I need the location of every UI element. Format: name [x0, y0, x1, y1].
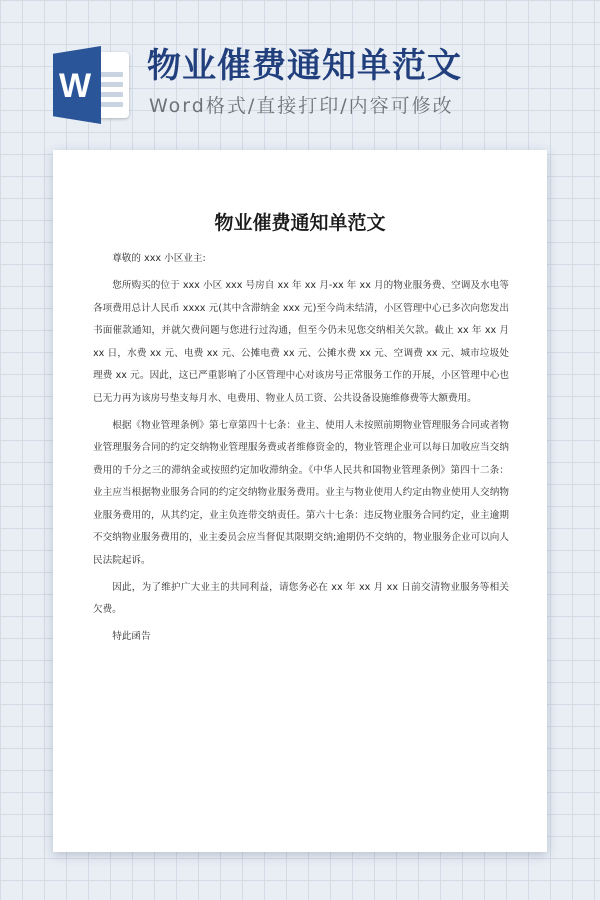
- document-page: [53, 150, 547, 852]
- page-subtitle: Word格式/直接打印/内容可修改: [149, 95, 454, 117]
- closing: 特此函告: [112, 631, 151, 642]
- word-logo-letter: W: [58, 67, 92, 105]
- body-paragraph: 根据《物业管理条例》第七章第四十七条：业主、使用人未按照前期物业管理服务合同或者物业管理服务合同的约定交纳物业管理服务费或者维修资金的，物业管理企业可以每日加收应当交纳费用的千分之三的滞纳金或按照约定加收滞纳金。《中华人民共和国物业管理条例》第四十二条：业主应当根据物业服务合同的约定交纳物业服务费用。业主与物业使用人约定由物业使用人交纳物业服务费用的，从其约定，业主负连带交纳责任。第六十七条：违反物业服务合同约定，业主逾期不交纳物业服务费用的，业主委员会应当督促其限期交纳;逾期仍不交纳的，物业服务企业可以向人民法院起诉。: [93, 419, 509, 566]
- salutation: 尊敬的 xxx 小区业主:: [112, 253, 206, 264]
- document-title: 物业催费通知单范文: [214, 212, 386, 234]
- body-paragraph: 因此，为了维护广大业主的共同利益，请您务必在 xx 年 xx 月 xx 日前交清物业服务等相关欠费。: [93, 581, 509, 615]
- word-logo-icon: [53, 46, 133, 126]
- page-title: 物业催费通知单范文: [147, 46, 462, 86]
- body-paragraph: 您所购买的位于 xxx 小区 xxx 号房自 xx 年 xx 月-xx 年 xx 月的物业服务费、空调及水电等各项费用总计人民币 xxxx 元(其中含滞纳金 xxx 元)至今尚未结清，小区管理中心已多次向您发出书面催款通知，并就欠费问题与您进行过沟通，但至今仍未见您交纳相关欠款。截止 xx 年 xx 月 xx 日，水费 xx 元、电费 xx 元、公摊电费 xx 元、公摊水费 xx 元、空调费 xx 元、城市垃圾处理费 xx 元。因此，这已严重影响了小区管理中心对该房号正常服务工作的开展，小区管理中心也已无力再为该房号垫支每月水、电费用、物业人员工资、公共设备设施维修费等大额费用。: [93, 280, 509, 404]
- page-header: [0, 0, 600, 140]
- document-body: [93, 248, 509, 653]
